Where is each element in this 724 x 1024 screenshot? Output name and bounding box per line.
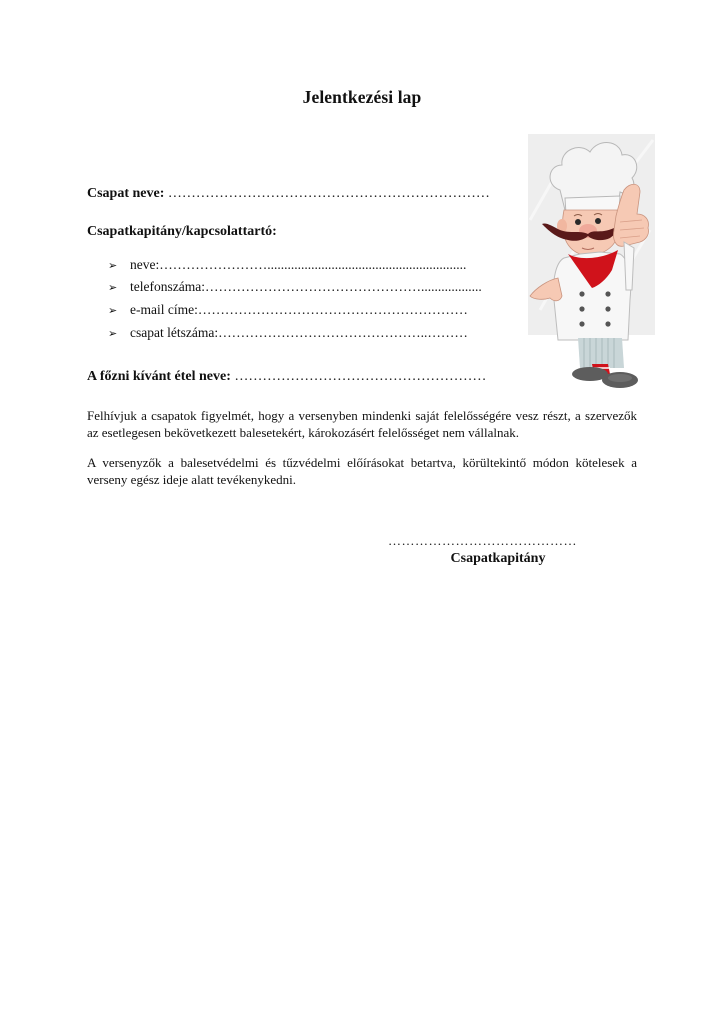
dish-name-blank[interactable]: ……………………………………………… [234, 369, 487, 384]
captain-phone-label: telefonszáma: [130, 279, 205, 294]
captain-email-label: e-mail címe: [130, 302, 198, 317]
team-name-label: Csapat neve: [87, 186, 165, 201]
page-title: Jelentkezési lap [302, 87, 422, 107]
arrow-bullet-icon: ➢ [108, 281, 118, 294]
signature-label: Csapatkapitány [450, 551, 546, 566]
arrow-bullet-icon: ➢ [108, 304, 118, 317]
captain-name-label: neve: [130, 257, 160, 272]
team-name-blank[interactable]: …………………………………………………………… [167, 186, 490, 201]
team-name-field [87, 186, 490, 202]
captain-phone-blank[interactable]: ………………………………………….................. [204, 279, 482, 294]
captain-name-field [108, 257, 466, 273]
captain-section-label: Csapatkapitány/kapcsolattartó: [87, 224, 277, 239]
team-size-field [108, 325, 468, 341]
team-size-blank[interactable]: ………………………………………..……… [218, 325, 468, 340]
captain-phone-field [108, 279, 482, 295]
safety-notice: A versenyzők a balesetvédelmi és tűzvédelmi előírásokat betartva, körültekintő módon kötelesek a verseny egész ideje alatt tevékenykedni. [87, 455, 637, 487]
dish-name-label: A főzni kívánt étel neve: [87, 369, 231, 384]
signature-line[interactable]: …………………………………… [388, 533, 577, 548]
arrow-bullet-icon: ➢ [108, 327, 118, 340]
chef-illustration [520, 130, 665, 392]
captain-name-blank[interactable]: ……………………........................................................... [159, 257, 467, 272]
chef-trousers [578, 338, 624, 368]
captain-email-field [108, 302, 468, 318]
chef-shoes [572, 367, 638, 388]
arrow-bullet-icon: ➢ [108, 259, 118, 272]
liability-notice: Felhívjuk a csapatok figyelmét, hogy a versenyben mindenki saját felelősségére vesz részt, a szervezők az esetlegesen bekövetkezett balesetekért, károkozásért felelősséget nem vállalnak. [87, 408, 637, 440]
dish-name-field [87, 369, 486, 385]
captain-email-blank[interactable]: …………………………………………………… [197, 302, 468, 317]
team-size-label: csapat létszáma: [130, 325, 219, 340]
